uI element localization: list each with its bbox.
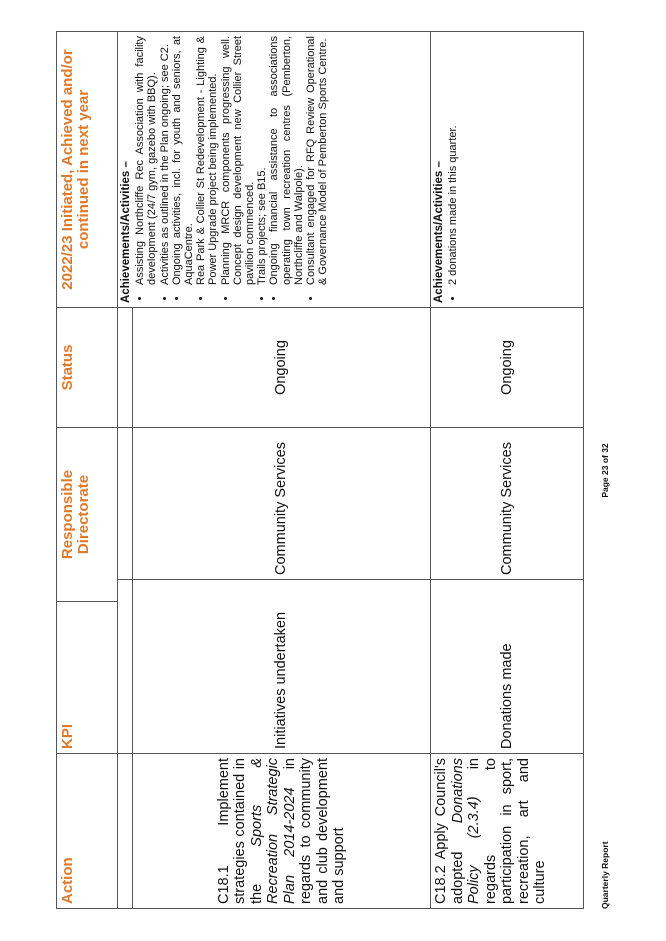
footer-page-number: Page 23 of 32 (600, 443, 610, 498)
action-cell (431, 754, 584, 909)
action-italic-text: Donations Policy (2.3.4) (449, 758, 482, 904)
action-text: in regards to participation in sport, recreation, art and culture (466, 758, 548, 904)
header-action: Action (57, 754, 118, 909)
list-item: • Ongoing financial assistance to associations operating town recreation centres (Pemberton, Northcliffe and Walpole). (268, 36, 305, 287)
list-item: • Activities as outlined in the Plan ongoing; see C2. (159, 36, 171, 287)
header-status: Status (57, 308, 118, 428)
status-cell: Ongoing (431, 308, 584, 428)
header-kpi: KPI (57, 602, 118, 754)
progress-list (447, 36, 459, 303)
action-plan-table (56, 31, 584, 909)
list-item: • Trails projects; see B15. (256, 36, 268, 287)
list-item: • Planning MRCR components progressing well. Concept design development new Collier Street pavilion commenced. (220, 36, 257, 287)
progress-cell (431, 32, 584, 308)
action-text: in regards to community and club development and support (281, 758, 347, 904)
action-code: C18.1 (215, 865, 232, 904)
list-item: • Assisting Northcliffe Rec Association with facility development (24/7 gym, gazebo with BBQ). (134, 36, 158, 287)
directorate-cell: Community Services (431, 428, 584, 580)
footer-report-title: Quarterly Report (600, 841, 610, 909)
list-item: • Ongoing activities, incl. for youth and seniors, at AquaCentre. (171, 36, 195, 287)
action-text: Apply Council's adopted (433, 758, 466, 904)
list-item: • Consultant engaged for RFQ Review Operational & Governance Model of Pemberton Sports Centre. (305, 36, 329, 287)
progress-heading: Achievements/Activities – (120, 161, 132, 303)
progress-cell (118, 32, 431, 308)
progress-heading: Achievements/Activities – (433, 161, 445, 303)
action-code: C18.2 (433, 865, 449, 904)
list-item: • Rea Park & Collier St Redevelopment - Lighting & Power Upgrade project being implemented. (195, 36, 219, 287)
progress-list (134, 36, 329, 303)
list-item: • 2 donations made in this quarter. (447, 36, 459, 287)
action-italic-text: Sports & Recreation Strategic Plan 2014-2024 (248, 758, 298, 904)
kpi-cell: Donations made (431, 580, 584, 754)
header-responsible-directorate: Responsible Directorate (57, 428, 118, 602)
table-header-row (57, 32, 118, 909)
directorate-cell: Community Services (133, 428, 431, 580)
spacer-row (118, 32, 133, 909)
action-text: Implement strategies contained in the (215, 758, 265, 904)
status-cell: Ongoing (133, 308, 431, 428)
action-cell (133, 754, 431, 909)
table-row (431, 32, 584, 909)
kpi-cell: Initiatives undertaken (133, 580, 431, 754)
header-progress: 2022/23 Initiated, Achieved and/or continued in next year (57, 32, 118, 308)
